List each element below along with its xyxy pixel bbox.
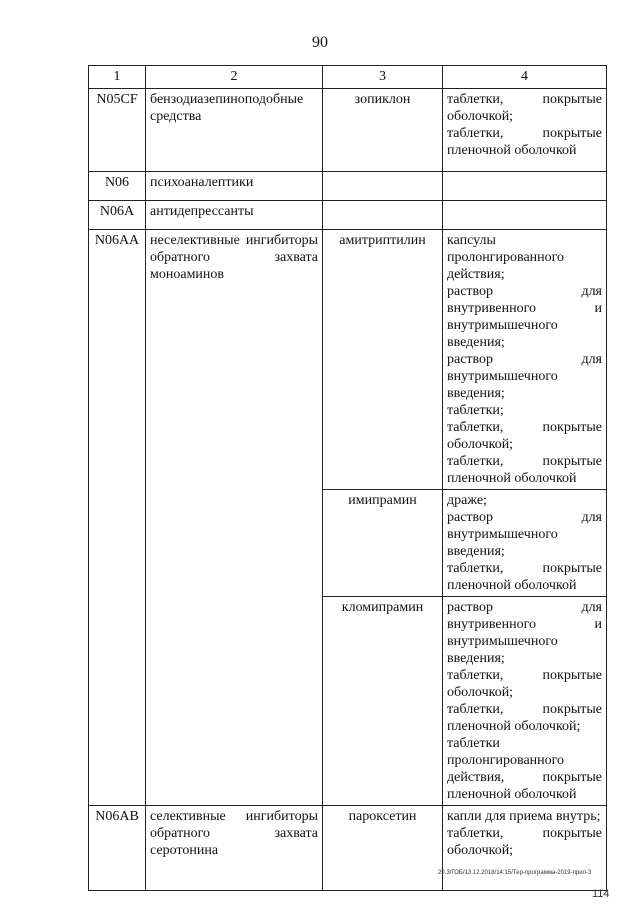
- atc-code: N06A: [89, 201, 146, 230]
- column-header-forms: 4: [443, 66, 607, 89]
- pharmacological-group: антидепрессанты: [146, 201, 323, 230]
- pharmacological-group: селективные ингибиторы обратного захвата серотонина: [146, 806, 323, 891]
- dosage-forms: [443, 490, 607, 597]
- dosage-forms: [443, 89, 607, 172]
- page-number: 90: [312, 34, 328, 51]
- dosage-form: таблетки, покрытые оболочкой;: [447, 826, 602, 858]
- dosage-form: таблетки, покрытые пленочной оболочкой: [447, 561, 602, 593]
- dosage-form: таблетки, покрытые оболочкой;: [447, 668, 602, 700]
- pharmacological-group: бензодиазепиноподобные средства: [146, 89, 323, 172]
- table-row: [89, 201, 607, 230]
- dosage-form: раствор для внутривенного и внутримышечного введения;: [447, 600, 602, 666]
- table-header-row: [89, 66, 607, 89]
- column-header-group: 2: [146, 66, 323, 89]
- dosage-form: таблетки, покрытые пленочной оболочкой;: [447, 702, 602, 734]
- drug-name: зопиклон: [323, 89, 443, 172]
- atc-code: N06: [89, 172, 146, 201]
- dosage-forms: [443, 806, 607, 891]
- dosage-forms: [443, 597, 607, 806]
- pharmacological-group: психоаналептики: [146, 172, 323, 201]
- dosage-form: раствор для внутримышечного введения;: [447, 510, 602, 559]
- atc-code: N06AA: [89, 230, 146, 806]
- dosage-form: драже;: [447, 493, 487, 508]
- dosage-form: раствор для внутривенного и внутримышечного введения;: [447, 284, 602, 350]
- atc-code: N05CF: [89, 89, 146, 172]
- table-row: [89, 172, 607, 201]
- drug-name: [323, 172, 443, 201]
- dosage-forms: [443, 230, 607, 490]
- table-row: [89, 806, 607, 891]
- column-header-inn: 3: [323, 66, 443, 89]
- table-row: [89, 89, 607, 172]
- atc-code: N06AB: [89, 806, 146, 891]
- drug-name: амитриптилин: [323, 230, 443, 490]
- dosage-form: таблетки пролонгированного действия, покрытые пленочной оболочкой: [447, 736, 602, 802]
- dosage-forms: [443, 201, 607, 230]
- drug-name: имипрамин: [323, 490, 443, 597]
- dosage-forms: [443, 172, 607, 201]
- dosage-form: таблетки, покрытые оболочкой;: [447, 420, 602, 452]
- dosage-form: раствор для внутримышечного введения;: [447, 352, 602, 401]
- dosage-form: капли для приема внутрь;: [447, 809, 601, 824]
- corner-mark: 114: [592, 888, 610, 900]
- drug-name: [323, 201, 443, 230]
- dosage-form: таблетки, покрытые оболочкой;: [447, 92, 602, 124]
- pharmacological-group: неселективные ингибиторы обратного захвата моноаминов: [146, 230, 323, 806]
- table-row: [89, 230, 607, 490]
- dosage-form: капсулы пролонгированного действия;: [447, 233, 565, 282]
- drug-name: кломипрамин: [323, 597, 443, 806]
- dosage-form: таблетки, покрытые пленочной оболочкой: [447, 454, 602, 486]
- drug-list-table: [88, 65, 607, 891]
- drug-name: пароксетин: [323, 806, 443, 891]
- dosage-form: таблетки;: [447, 403, 504, 418]
- dosage-form: таблетки, покрытые пленочной оболочкой: [447, 126, 602, 158]
- column-header-code: 1: [89, 66, 146, 89]
- document-stamp: 20.3/ГОБ/13.12.2018/14:15/Тер-программа-2019-прил-3: [438, 870, 592, 876]
